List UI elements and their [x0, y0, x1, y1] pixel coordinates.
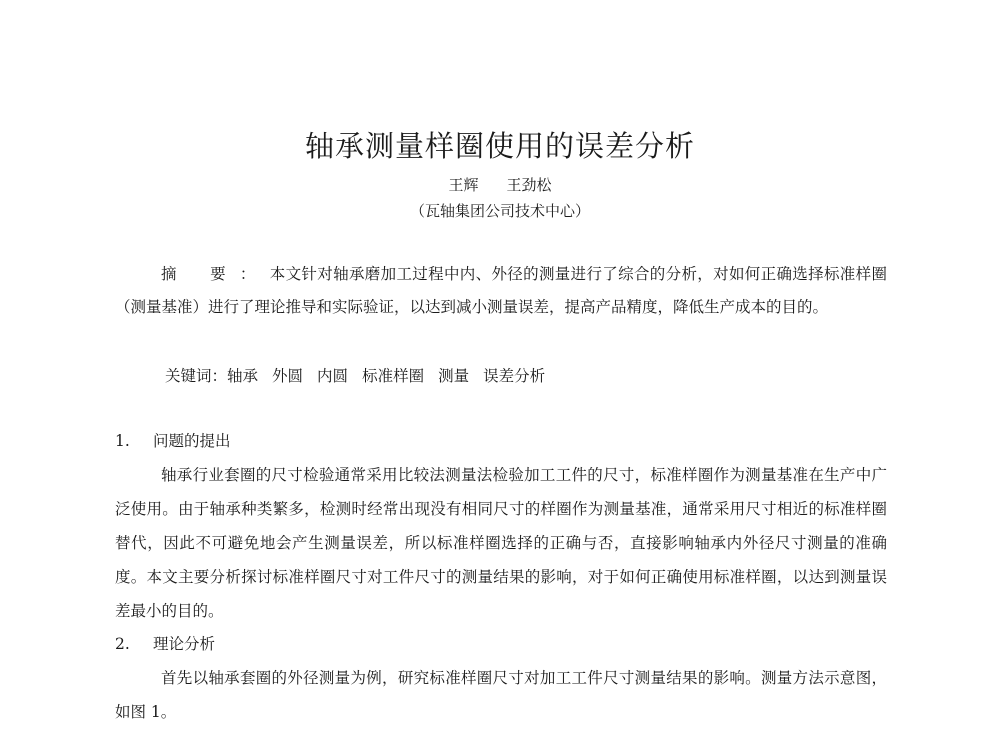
abstract-text: 本文针对轴承磨加工过程中内、外径的测量进行了综合的分析，对如何正确选择标准样圈（测量基准）进行了理论推导和实际验证，以达到减小测量误差，提高产品精度，降低生产成本的目的。	[115, 265, 887, 316]
keyword: 轴承	[227, 367, 259, 385]
section-heading	[115, 628, 615, 661]
keywords-label: 关键词：	[165, 367, 228, 385]
author-name: 王劲松	[506, 176, 552, 194]
section-body: 首先以轴承套圈的外径测量为例，研究标准样圈尺寸对加工工件尺寸测量结果的影响。测量方法示意图，如图 1。	[115, 669, 887, 721]
keyword: 误差分析	[483, 367, 546, 385]
keyword: 标准样圈	[362, 367, 425, 385]
keyword: 外圆	[272, 367, 304, 385]
section-heading	[115, 425, 615, 458]
keywords	[165, 360, 885, 393]
section-title: 理论分析	[153, 635, 216, 653]
affiliation: （瓦轴集团公司技术中心）	[409, 202, 590, 220]
abstract	[115, 258, 887, 324]
keyword: 内圆	[317, 367, 349, 385]
author-list	[0, 174, 1000, 196]
keyword: 测量	[438, 367, 470, 385]
section-title: 问题的提出	[153, 432, 231, 450]
abstract-label: 摘 要：	[161, 265, 270, 283]
paper-title: 轴承测量样圈使用的误差分析	[304, 129, 695, 163]
section-number: 2.	[115, 635, 130, 653]
author-name: 王辉	[448, 176, 479, 194]
section-body: 轴承行业套圈的尺寸检验通常采用比较法测量法检验加工工件的尺寸，标准样圈作为测量基准在生产中广泛使用。由于轴承种类繁多，检测时经常出现没有相同尺寸的样圈作为测量基准，通常采用尺寸相近的标准样圈替代，因此不可避免地会产生测量误差，所以标准样圈选择的正确与否，直接影响轴承内外径尺寸测量的准确度。本文主要分析探讨标准样圈尺寸对工件尺寸的测量结果的影响，对于如何正确使用标准样圈，以达到测量误差最小的目的。	[115, 466, 887, 620]
section-number: 1.	[115, 432, 130, 450]
